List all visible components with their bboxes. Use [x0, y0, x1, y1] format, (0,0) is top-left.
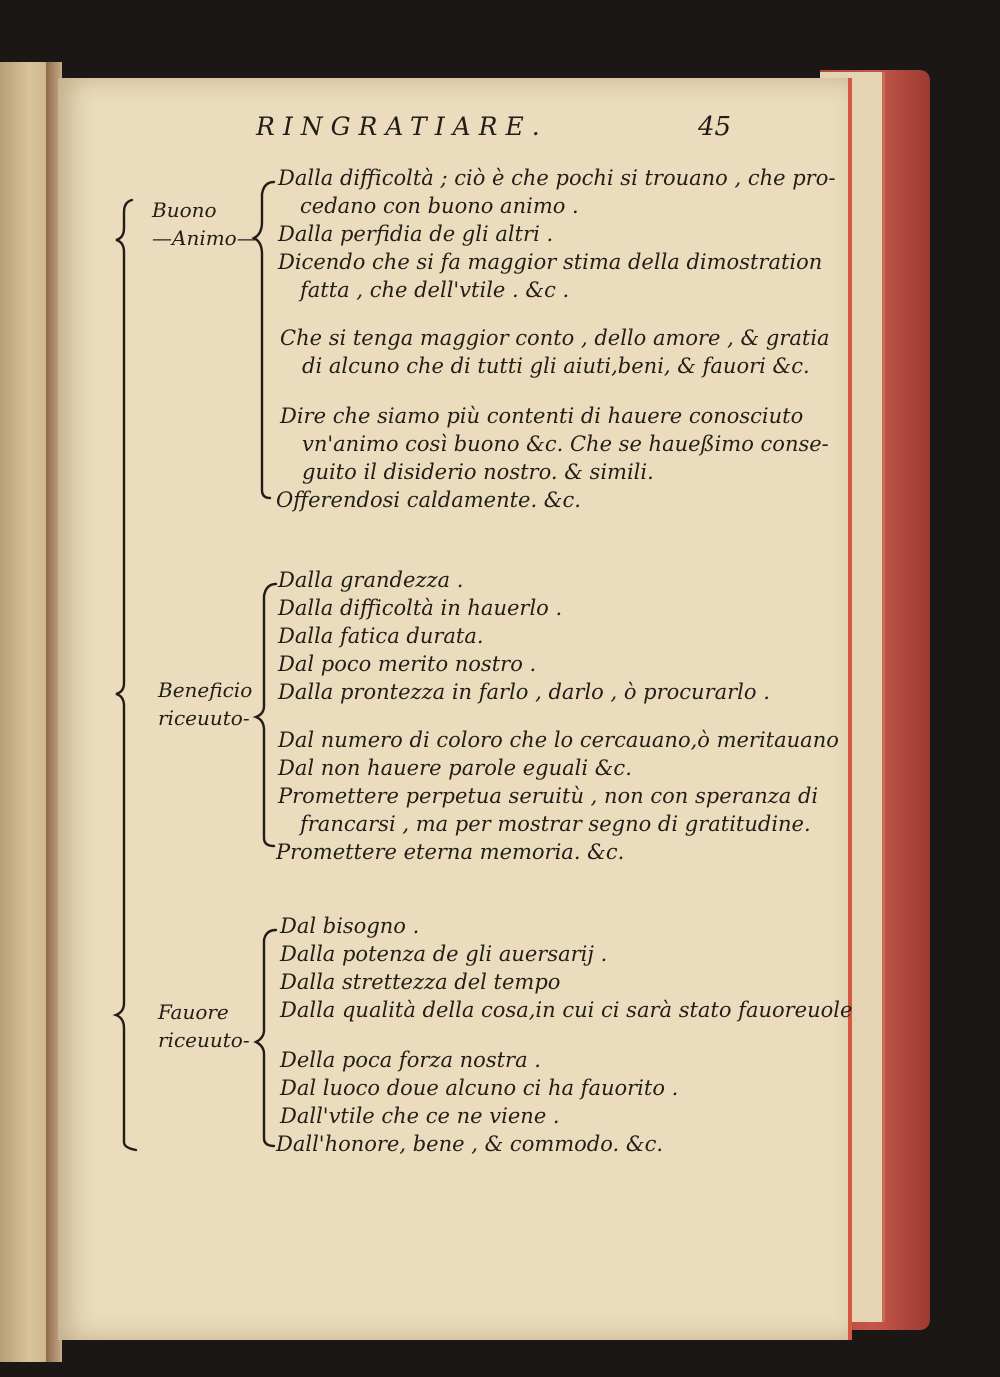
text-line: Dire che siamo più contenti di hauere conosciuto: [280, 404, 804, 428]
text-line: Dalla grandezza .: [278, 568, 464, 592]
facing-page-edge: [0, 62, 50, 1362]
text-line: Dalla fatica durata.: [278, 624, 484, 648]
section-2-label: Beneficio riceuuto-: [158, 678, 253, 730]
text-line: di alcuno che di tutti gli aiuti,beni, & fauori &c.: [302, 354, 810, 378]
text-line: Dal poco merito nostro .: [278, 652, 537, 676]
text-line: Dal numero di coloro che lo cercauano,ò meritauano: [278, 728, 839, 752]
text-line: Dicendo che si fa maggior stima della dimostration: [278, 250, 823, 274]
section-1-label: Buono —Animo—: [152, 198, 257, 250]
text-line: Dal bisogno .: [280, 914, 420, 938]
text-line: Della poca forza nostra .: [280, 1048, 541, 1072]
text-line: cedano con buono animo .: [300, 194, 579, 218]
section-1-bracket: [254, 182, 274, 498]
text-line: guito il disiderio nostro. & simili.: [302, 460, 654, 484]
text-line: vn'animo così buono &c. Che se haueßimo conse-: [302, 432, 829, 456]
text-line: Dalla difficoltà ; ciò è che pochi si trouano , che pro-: [278, 166, 836, 190]
text-line: Dalla perfidia de gli altri .: [278, 222, 554, 246]
text-line: Dalla potenza de gli auersarij .: [280, 942, 608, 966]
text-line: Dalla difficoltà in hauerlo .: [278, 596, 563, 620]
text-line: fatta , che dell'vtile . &c .: [300, 278, 570, 302]
text-line: Che si tenga maggior conto , dello amore , & gratia: [280, 326, 830, 350]
section-3-bracket: [256, 930, 276, 1146]
text-line: Dall'honore, bene , & commodo. &c.: [276, 1132, 664, 1156]
text-line: Dalla qualità della cosa,in cui ci sarà stato fauoreuole: [280, 998, 853, 1022]
section-2-bracket: [256, 584, 276, 846]
text-line: Dalla prontezza in farlo , darlo , ò procurarlo .: [278, 680, 770, 704]
section-3-label: Fauore riceuuto-: [158, 1000, 250, 1052]
text-line: Promettere perpetua seruitù , non con speranza di: [278, 784, 819, 808]
outer-brace-line: [116, 200, 136, 1150]
text-line: Dal luoco doue alcuno ci ha fauorito .: [280, 1076, 679, 1100]
text-line: Promettere eterna memoria. &c.: [276, 840, 625, 864]
text-line: Dal non hauere parole eguali &c.: [278, 756, 632, 780]
page-number: 45: [698, 112, 732, 142]
book-page: [58, 78, 852, 1340]
text-line: francarsi , ma per mostrar segno di gratitudine.: [300, 812, 811, 836]
text-line: Dall'vtile che ce ne viene .: [280, 1104, 560, 1128]
text-line: Offerendosi caldamente. &c.: [276, 488, 581, 512]
running-head: RINGRATIARE.: [256, 112, 548, 141]
text-line: Dalla strettezza del tempo: [280, 970, 561, 994]
